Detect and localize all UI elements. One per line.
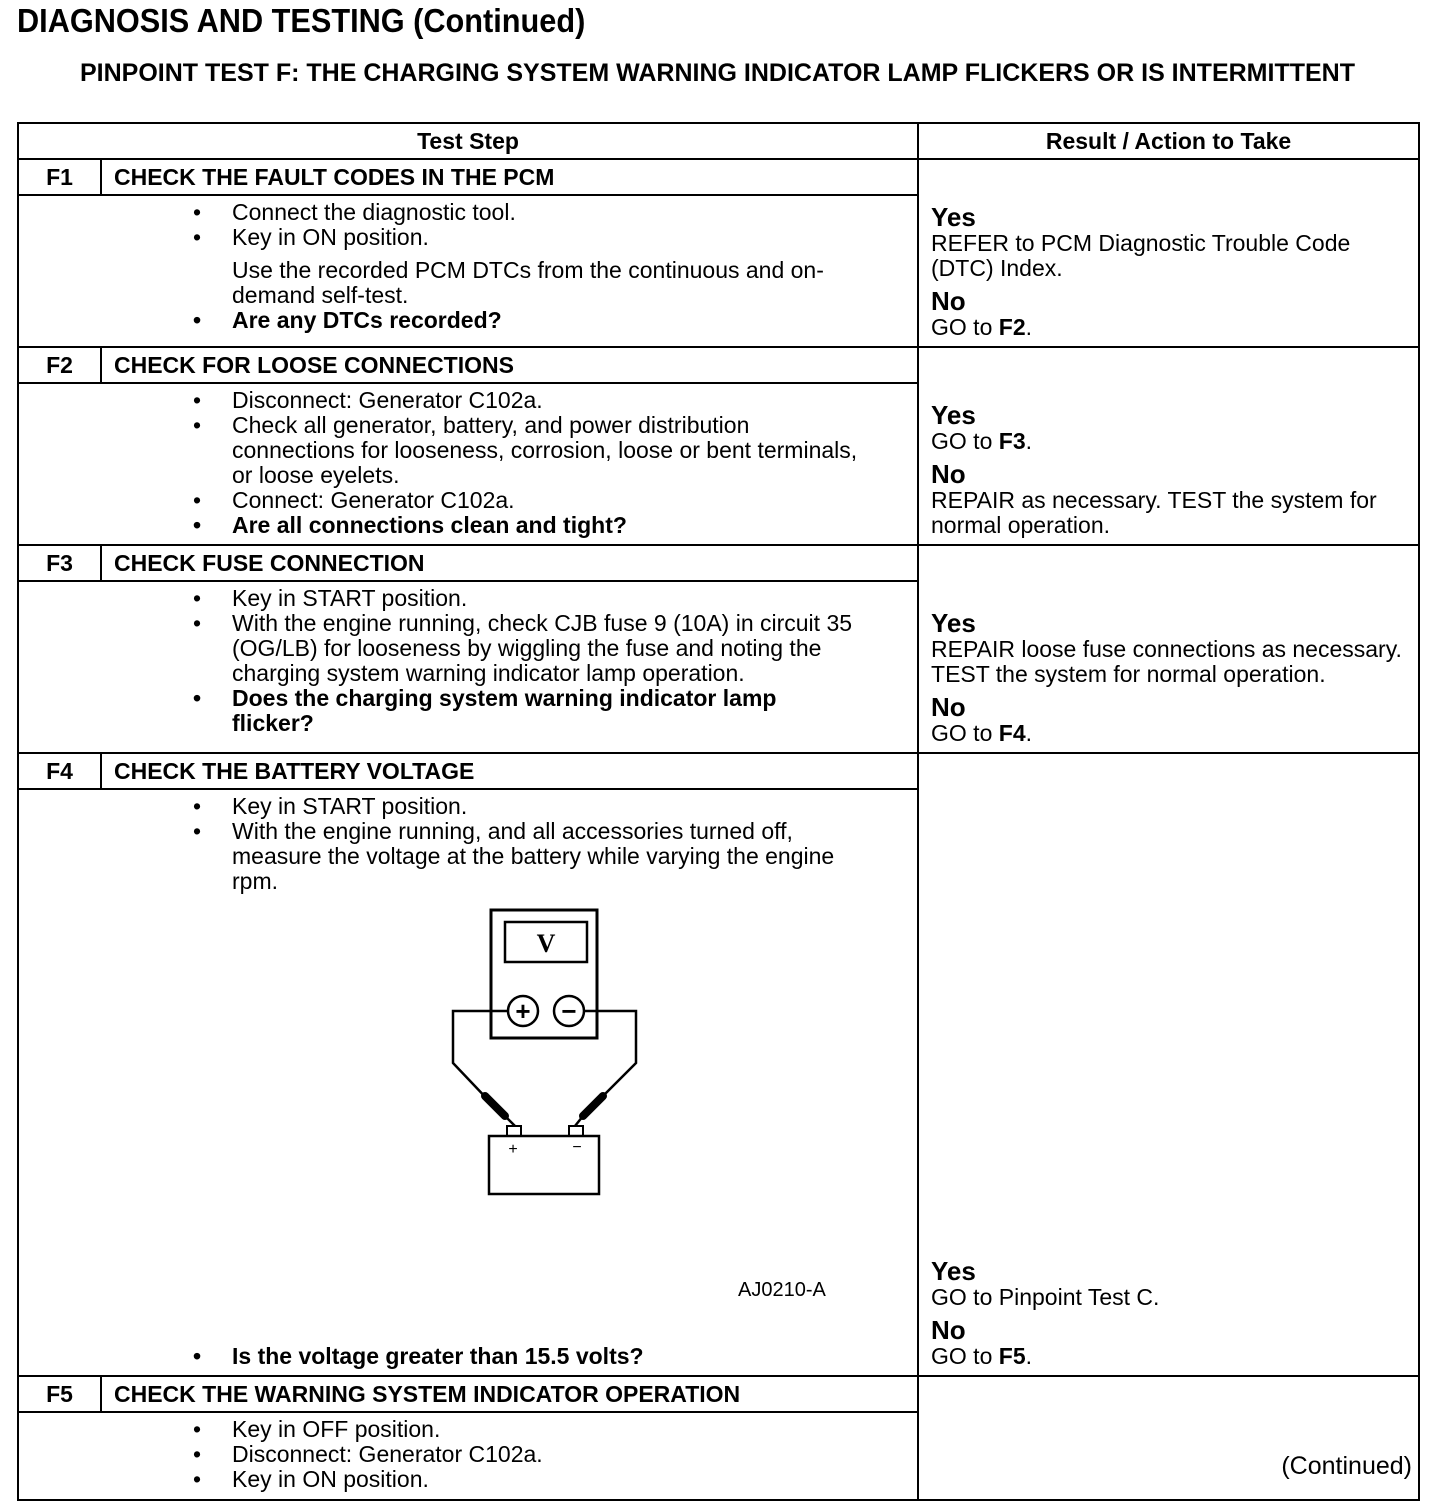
no-action	[931, 1344, 1408, 1369]
step-result	[918, 545, 1419, 753]
step-header-row	[18, 347, 1419, 383]
step-item: • Disconnect: Generator C102a.	[101, 388, 861, 413]
no-action-text: GO to	[931, 720, 999, 746]
step-number: F1	[18, 159, 101, 195]
continued-label: (Continued)	[1281, 1452, 1412, 1480]
step-title: CHECK THE FAULT CODES IN THE PCM	[101, 159, 918, 195]
no-action-suffix: .	[1025, 720, 1032, 746]
step-title: CHECK THE BATTERY VOLTAGE	[101, 753, 918, 789]
step-question: • Are any DTCs recorded?	[101, 308, 907, 333]
yes-label: Yes	[931, 202, 976, 232]
step-item: • Key in ON position.	[101, 1467, 907, 1492]
step-item: • Key in OFF position.	[101, 1417, 907, 1442]
voltmeter-diagram	[431, 908, 651, 1208]
step-header-row	[18, 159, 1419, 195]
no-action-text: GO to	[931, 314, 999, 340]
step-reference: F4	[998, 720, 1026, 746]
yes-action	[931, 429, 1408, 454]
step-question: • Is the voltage greater than 15.5 volts?	[101, 1344, 907, 1369]
yes-action: GO to Pinpoint Test C.	[931, 1284, 1160, 1310]
step-header-row	[18, 753, 1419, 789]
no-action-text: GO to	[931, 1343, 999, 1369]
step-header-row	[18, 1376, 1419, 1412]
step-body	[101, 195, 918, 347]
step-item: • Connect: Generator C102a.	[101, 488, 861, 513]
step-body	[101, 789, 918, 1376]
step-number: F3	[18, 545, 101, 581]
no-action: REPAIR as necessary. TEST the system for normal operation.	[931, 487, 1377, 538]
page-title: DIAGNOSIS AND TESTING (Continued)	[17, 2, 586, 39]
positive-probe	[485, 1096, 505, 1116]
step-question: • Does the charging system warning indicator lamp flicker?	[101, 686, 861, 736]
step-question: • Are all connections clean and tight?	[101, 513, 861, 538]
step-number: F4	[18, 753, 101, 789]
pinpoint-test-title: PINPOINT TEST F: THE CHARGING SYSTEM WARNING INDICATOR LAMP FLICKERS OR IS INTERMITTENT	[79, 59, 1355, 87]
battery	[489, 1136, 599, 1194]
column-header-result: Result / Action to Take	[918, 123, 1419, 159]
step-result	[918, 159, 1419, 347]
no-action	[931, 315, 1408, 340]
step-item: • With the engine running, and all accessories turned off, measure the voltage at the battery while varying the engine rpm.	[101, 819, 881, 894]
yes-action-suffix: .	[1025, 428, 1032, 454]
positive-probe-tip	[505, 1116, 515, 1126]
no-label: No	[931, 459, 966, 489]
battery-positive-post	[507, 1126, 521, 1136]
step-note: Use the recorded PCM DTCs from the continuous and on-demand self-test.	[232, 257, 824, 308]
step-item: • Check all generator, battery, and power distribution connections for looseness, corrosion, loose or bent terminals, or loose eyelets.	[101, 413, 861, 488]
battery-negative-post	[569, 1126, 583, 1136]
yes-label: Yes	[931, 608, 976, 638]
step-number: F2	[18, 347, 101, 383]
no-label: No	[931, 1315, 966, 1345]
no-action	[931, 721, 1408, 746]
yes-action: REFER to PCM Diagnostic Trouble Code (DTC) Index.	[931, 230, 1351, 281]
step-title: CHECK THE WARNING SYSTEM INDICATOR OPERATION	[101, 1376, 918, 1412]
step-reference: F2	[998, 314, 1026, 340]
step-title: CHECK FOR LOOSE CONNECTIONS	[101, 347, 918, 383]
step-result	[918, 347, 1419, 545]
battery-negative-label: −	[572, 1139, 582, 1156]
yes-action: REPAIR loose fuse connections as necessary. TEST the system for normal operation.	[931, 636, 1402, 687]
no-label: No	[931, 286, 966, 316]
step-result	[918, 1376, 1419, 1500]
step-item: • Key in ON position.	[101, 225, 907, 250]
step-body	[101, 1412, 918, 1500]
voltmeter-symbol: V	[536, 929, 556, 958]
yes-label: Yes	[931, 1256, 976, 1286]
negative-probe	[583, 1096, 603, 1116]
step-item: • Key in START position.	[101, 586, 861, 611]
battery-positive-label: +	[508, 1141, 518, 1158]
step-number: F5	[18, 1376, 101, 1412]
step-item: • Key in START position.	[101, 794, 881, 819]
step-reference: F5	[998, 1343, 1026, 1369]
step-reference: F3	[998, 428, 1026, 454]
step-item: • Connect the diagnostic tool.	[101, 200, 907, 225]
column-header-test-step: Test Step	[18, 123, 918, 159]
no-action-suffix: .	[1025, 1343, 1032, 1369]
voltmeter-battery-figure	[101, 894, 907, 1344]
no-label: No	[931, 692, 966, 722]
step-item: • With the engine running, check CJB fuse 9 (10A) in circuit 35 (OG/LB) for looseness by wiggling the fuse and noting the charging system warning indicator lamp operation.	[101, 611, 861, 686]
step-item: • Disconnect: Generator C102a.	[101, 1442, 907, 1467]
negative-probe-tip	[575, 1116, 583, 1126]
step-title: CHECK FUSE CONNECTION	[101, 545, 918, 581]
step-body	[101, 383, 918, 545]
pinpoint-test-table	[17, 122, 1420, 1501]
step-result	[918, 753, 1419, 1376]
no-action-suffix: .	[1025, 314, 1032, 340]
step-body	[101, 581, 918, 753]
figure-id: AJ0210-A	[738, 1279, 826, 1301]
positive-sign: +	[515, 996, 531, 1026]
table-header-row	[18, 123, 1419, 159]
yes-action-text: GO to	[931, 428, 999, 454]
step-header-row	[18, 545, 1419, 581]
negative-sign: −	[561, 996, 577, 1026]
yes-label: Yes	[931, 400, 976, 430]
